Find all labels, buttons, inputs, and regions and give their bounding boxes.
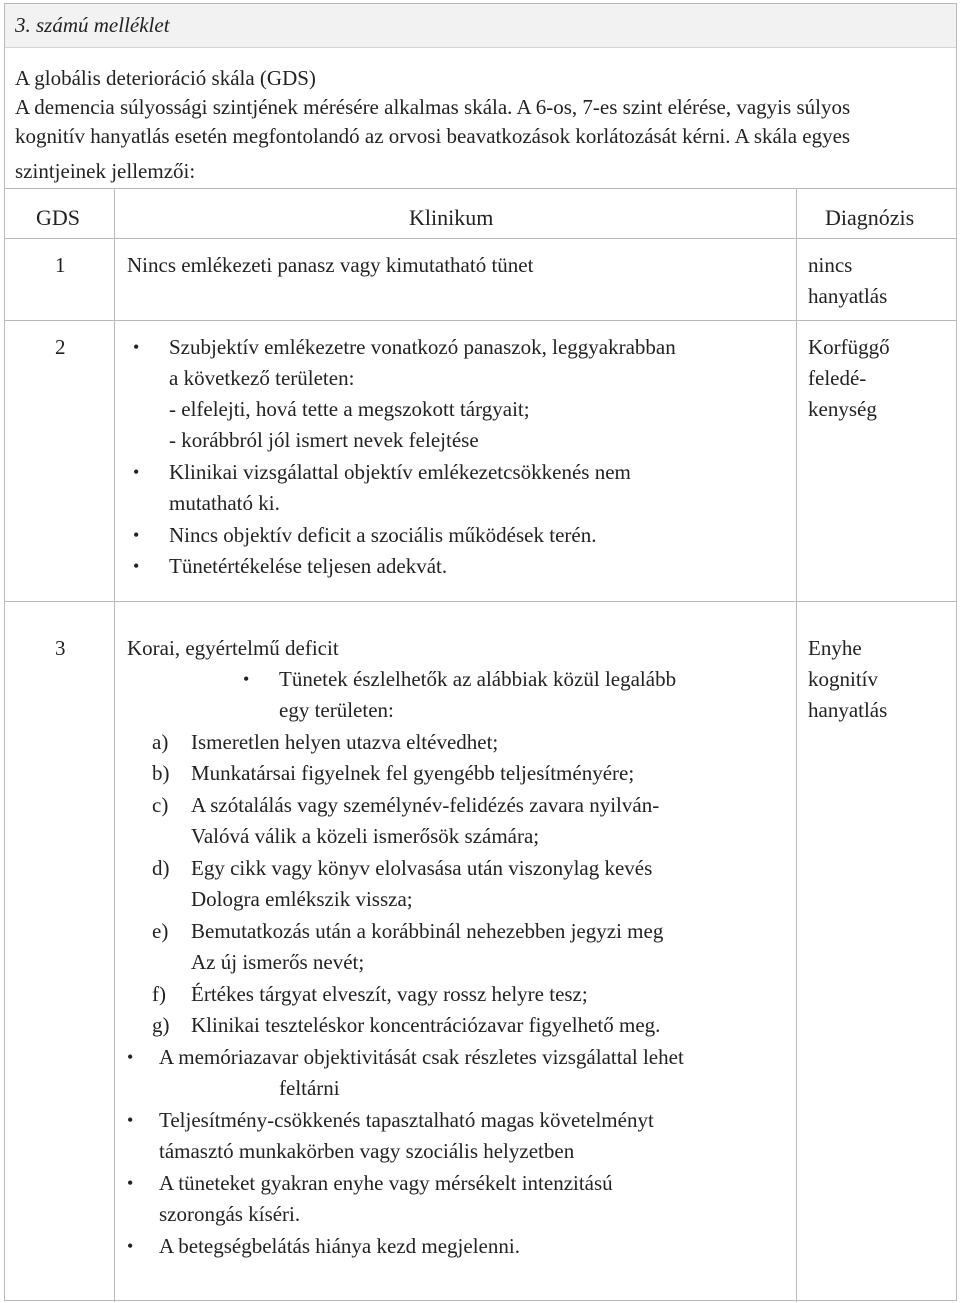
diagnosis-line: feledé- [808,366,867,390]
list-item: Értékes tárgyat elveszít, vagy rossz helyre tesz; [191,982,588,1006]
intro-line-4: szintjeinek jellemzői: [15,159,196,183]
bullet-icon: • [133,337,140,357]
annex-title: 3. számú melléklet [15,13,170,37]
list-label: e) [152,919,169,943]
list-item-continuation: Dologra emlékszik vissza; [191,887,413,911]
bullet-icon: • [127,1047,134,1067]
bullet-icon: • [127,1236,134,1256]
clinical-text: Nincs emlékezeti panasz vagy kimutatható tünet [127,253,534,277]
clinical-subitem: - elfelejti, hová tette a megszokott tárgyait; [169,397,530,421]
list-item: A szótalálás vagy személynév-felidézés zavara nyilván- [191,793,660,817]
column-divider-1 [114,188,115,1302]
list-item-continuation: Valóvá válik a közeli ismerősök számára; [191,824,540,848]
row-2-border [5,601,956,602]
diagnosis-cell [808,250,948,312]
clinical-text: egy területen: [279,698,394,722]
clinical-text: Korai, egyértelmű deficit [127,636,339,660]
gds-level: 1 [55,253,66,277]
intro-text [15,64,950,186]
list-label: c) [152,793,169,817]
clinical-text: Tünetek észlelhetők az alábbiak közül legalább [279,667,677,691]
list-label: f) [152,982,166,1006]
intro-line-2: A demencia súlyossági szintjének mérésére alkalmas skála. A 6-os, 7-es szint elérése, vagyis súlyos [15,95,851,119]
clinical-text: Teljesítmény-csökkenés tapasztalható magas követelményt [159,1108,654,1132]
annex-header [5,4,956,48]
list-item: Munkatársai figyelnek fel gyengébb teljesítményére; [191,761,635,785]
header-clinical: Klinikum [409,205,494,230]
diagnosis-cell [808,633,948,726]
gds-level: 2 [55,335,66,359]
table-top-border [5,188,956,189]
clinical-text: szorongás kíséri. [159,1202,301,1226]
list-item: Bemutatkozás után a korábbinál nehezebben jegyzi meg [191,919,664,943]
gds-level: 3 [55,636,66,660]
diagnosis-line: Korfüggő [808,335,890,359]
clinical-text: feltárni [279,1076,340,1100]
bullet-icon: • [243,669,250,689]
list-item: Klinikai teszteléskor koncentrációzavar figyelhető meg. [191,1013,661,1037]
diagnosis-line: nincs [808,253,853,277]
clinical-text: A tüneteket gyakran enyhe vagy mérsékelt intenzitású [159,1171,613,1195]
bullet-icon: • [133,462,140,482]
bullet-icon: • [133,525,140,545]
list-label: d) [152,856,170,880]
bullet-icon: • [127,1110,134,1130]
diagnosis-line: kenység [808,397,877,421]
list-item: Ismeretlen helyen utazva eltévedhet; [191,730,499,754]
diagnosis-cell [808,332,948,425]
clinical-text: Klinikai vizsgálattal objektív emlékezetcsökkenés nem [169,460,631,484]
diagnosis-line: Enyhe [808,636,862,660]
clinical-text: Nincs objektív deficit a szociális működések terén. [169,523,597,547]
diagnosis-line: hanyatlás [808,698,888,722]
clinical-text: A betegségbelátás hiánya kezd megjelenni. [159,1234,520,1258]
clinical-subitem: - korábbról jól ismert nevek felejtése [169,428,479,452]
diagnosis-line: kognitív [808,667,879,691]
document-page [4,3,957,1301]
clinical-text: mutatható ki. [169,491,280,515]
clinical-text: Tünetértékelése teljesen adekvát. [169,554,448,578]
intro-line-3: kognitív hanyatlás esetén megfontolandó az orvosi beavatkozások korlátozását kérni. A skála egyes [15,124,851,148]
row-1-border [5,320,956,321]
list-label: a) [152,730,169,754]
list-item: Egy cikk vagy könyv elolvasása után viszonylag kevés [191,856,653,880]
diagnosis-line: hanyatlás [808,284,888,308]
header-diagnosis: Diagnózis [825,205,915,230]
header-gds: GDS [36,205,81,230]
list-label: b) [152,761,170,785]
bullet-icon: • [133,556,140,576]
list-label: g) [152,1013,170,1037]
clinical-text: A memóriazavar objektivitását csak részletes vizsgálattal lehet [159,1045,684,1069]
list-item-continuation: Az új ismerős nevét; [191,950,365,974]
clinical-text: a következő területen: [169,366,355,390]
bullet-icon: • [127,1173,134,1193]
header-row-border [5,238,956,239]
column-divider-2 [796,188,797,1302]
clinical-text: Szubjektív emlékezetre vonatkozó panaszok, leggyakrabban [169,335,676,359]
intro-line-1: A globális deterioráció skála (GDS) [15,66,316,90]
clinical-text: támasztó munkakörben vagy szociális helyzetben [159,1139,575,1163]
